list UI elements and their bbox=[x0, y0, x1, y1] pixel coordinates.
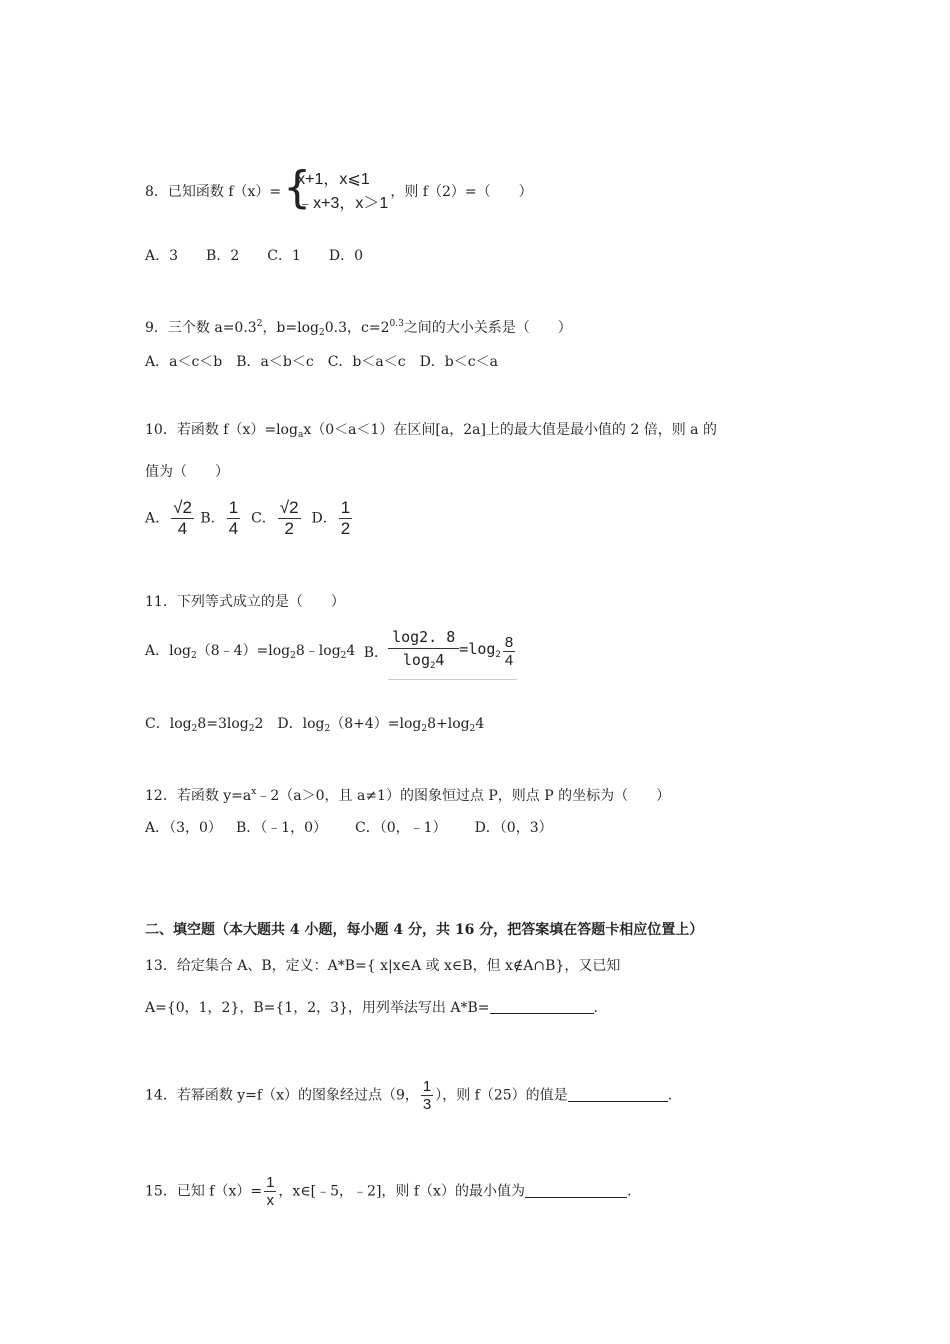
q10-d-den: 2 bbox=[340, 519, 351, 538]
q11-d-3: 8+log bbox=[427, 716, 470, 732]
q15-num: 1 bbox=[266, 1174, 275, 1191]
q9-option-d: D．b＜c＜a bbox=[419, 354, 498, 370]
q11-option-d bbox=[277, 716, 484, 732]
q11-a-3: 8﹣log bbox=[295, 642, 341, 659]
q11-b-den-a: log bbox=[402, 651, 430, 669]
q11-option-b-expression bbox=[388, 626, 517, 680]
q11-b-rhs: =log bbox=[459, 639, 496, 658]
brace-icon: { bbox=[283, 162, 312, 213]
q8-suffix: ，则 f（2）=（ ） bbox=[390, 184, 533, 200]
q14-fraction bbox=[421, 1078, 433, 1113]
q9-options bbox=[145, 352, 498, 372]
q15-fraction bbox=[264, 1174, 276, 1209]
question-9 bbox=[145, 314, 572, 343]
q14-num: 1 bbox=[422, 1078, 432, 1095]
q10-option-a-fraction bbox=[171, 498, 194, 539]
q11-a-2: （8﹣4）=log bbox=[196, 642, 291, 659]
q9-sup-2: 0.3 bbox=[389, 319, 404, 329]
q13-end: . bbox=[593, 1000, 598, 1016]
q9-text-4: 之间的大小关系是（ ） bbox=[403, 320, 572, 336]
q8-case-2: ﹣x+3，x＞1 bbox=[297, 195, 389, 212]
q11-c-1: C．log bbox=[145, 716, 192, 732]
q15-answer-blank[interactable] bbox=[525, 1183, 627, 1198]
q12-option-c: C．（0，﹣1） bbox=[355, 820, 447, 836]
q11-a-sub3: 2 bbox=[340, 650, 347, 661]
question-13-line-2 bbox=[145, 998, 598, 1018]
q10-option-c-label: C． bbox=[251, 510, 276, 527]
q9-option-a: A．a＜c＜b bbox=[145, 354, 223, 370]
q9-text-1: 9．三个数 a=0.3 bbox=[145, 320, 257, 336]
q10-a-den: 4 bbox=[177, 519, 188, 538]
question-11: 11．下列等式成立的是（ ） bbox=[145, 594, 345, 610]
question-15 bbox=[145, 1174, 631, 1209]
question-8 bbox=[145, 162, 533, 216]
q13-answer-blank[interactable] bbox=[490, 999, 594, 1014]
q11-d-4: 4 bbox=[475, 716, 485, 732]
section-2-title: 二、填空题（本大题共 4 小题，每小题 4 分，共 16 分，把答案填在答题卡相应位置上） bbox=[145, 922, 704, 938]
q10-b-den: 4 bbox=[228, 519, 239, 538]
q14-text-1: 14．若幂函数 y=f（x）的图象经过点（9， bbox=[145, 1087, 419, 1104]
q12-text-1: 12．若函数 y=a bbox=[145, 788, 252, 804]
q8-prefix: 8．已知函数 f（x）= bbox=[145, 184, 282, 200]
q11-d-sub3: 2 bbox=[469, 724, 476, 734]
q8-option-d: D．0 bbox=[328, 248, 363, 264]
q12-sup: x bbox=[251, 787, 257, 797]
q11-b-rhs-num: 8 bbox=[504, 634, 514, 651]
q11-option-b-label: B． bbox=[363, 645, 389, 661]
q11-b-den-sub: 2 bbox=[429, 661, 436, 671]
q10-text-2: x（0＜a＜1）在区间[a，2a]上的最大值是最小值的 2 倍，则 a 的 bbox=[303, 422, 717, 438]
q12-option-b: B．（﹣1，0） bbox=[235, 820, 328, 836]
question-13-line-1: 13．给定集合 A、B，定义：A*B={ x|x∈A 或 x∈B，但 x∉A∩B}，又已知 bbox=[145, 958, 621, 974]
q9-text-2: ，b=log bbox=[262, 320, 319, 336]
q9-option-c: C．b＜a＜c bbox=[327, 354, 406, 370]
question-14 bbox=[145, 1078, 672, 1113]
q11-c-sub2: 2 bbox=[248, 724, 255, 734]
q11-b-rhs-sub: 2 bbox=[495, 649, 501, 660]
q11-d-sub2: 2 bbox=[421, 724, 428, 734]
q11-b-num: log2. 8 bbox=[388, 626, 459, 649]
q10-c-num: 2 bbox=[289, 498, 299, 517]
q10-options bbox=[145, 498, 354, 539]
q9-sub-1: 2 bbox=[319, 328, 325, 338]
q11-d-1: D．log bbox=[277, 716, 325, 732]
sqrt-icon bbox=[280, 498, 289, 517]
q9-option-b: B．a＜b＜c bbox=[236, 354, 314, 370]
q12-options bbox=[145, 818, 553, 838]
q11-a-sub1: 2 bbox=[190, 650, 197, 661]
q10-option-d-fraction bbox=[339, 498, 352, 539]
q14-text-2: ），则 f（25）的值是 bbox=[435, 1087, 568, 1104]
q10-c-den: 2 bbox=[284, 519, 294, 538]
q11-a-4: 4 bbox=[346, 642, 356, 659]
q10-line-2: 值为（ ） bbox=[145, 464, 229, 480]
q9-text-3: 0.3，c=2 bbox=[324, 320, 390, 336]
q11-option-c bbox=[145, 716, 263, 732]
q13-text: A={0，1，2}，B={1，2，3}，用列举法写出 A*B= bbox=[145, 1000, 490, 1016]
q11-c-3: 2 bbox=[254, 716, 264, 732]
q11-option-a bbox=[145, 641, 355, 666]
q15-end: . bbox=[626, 1183, 632, 1200]
q11-d-2: （8+4）=log bbox=[330, 716, 422, 732]
q15-den: x bbox=[266, 1192, 274, 1209]
q10-option-a-label: A． bbox=[145, 510, 170, 527]
q11-b-rhs-fraction bbox=[503, 634, 515, 669]
q10-option-b-fraction bbox=[227, 498, 240, 539]
q10-option-c-fraction bbox=[278, 498, 301, 539]
q12-text-2: ﹣2（a＞0，且 a≠1）的图象恒过点 P，则点 P 的坐标为（ ） bbox=[256, 788, 671, 804]
q14-den: 3 bbox=[422, 1096, 432, 1113]
q15-text-1: 15．已知 f（x）= bbox=[145, 1183, 263, 1200]
q8-piecewise bbox=[283, 162, 389, 216]
q11-b-rhs-den: 4 bbox=[504, 652, 514, 669]
q8-option-a: A．3 bbox=[145, 248, 179, 264]
q15-text-2: ，x∈[﹣5，﹣2]，则 f（x）的最小值为 bbox=[278, 1183, 525, 1200]
q8-option-b: B．2 bbox=[206, 248, 240, 264]
q9-sup-1: 2 bbox=[256, 319, 263, 329]
q8-case-1: x+1，x⩽1 bbox=[297, 171, 370, 188]
q10-a-num: 2 bbox=[182, 498, 192, 517]
q11-c-2: 8=3log bbox=[197, 716, 249, 732]
q11-options-cd bbox=[145, 714, 484, 739]
q12-option-d: D．（0，3） bbox=[474, 820, 553, 836]
q14-answer-blank[interactable] bbox=[568, 1087, 668, 1102]
q12-option-a: A．（3，0） bbox=[145, 820, 222, 836]
q8-option-c: C．1 bbox=[267, 248, 301, 264]
q10-option-b-label: B． bbox=[200, 510, 225, 527]
q11-a-1: A．log bbox=[145, 642, 191, 659]
question-10 bbox=[145, 420, 717, 445]
q10-option-d-label: D． bbox=[311, 510, 337, 527]
q14-end: . bbox=[667, 1087, 673, 1104]
q10-b-num: 1 bbox=[228, 498, 239, 517]
q10-sub: a bbox=[297, 430, 304, 440]
q11-d-sub1: 2 bbox=[324, 724, 331, 734]
q10-text-1: 10．若函数 f（x）=log bbox=[145, 422, 298, 438]
q10-d-num: 1 bbox=[340, 498, 351, 517]
q11-options-ab bbox=[145, 626, 517, 680]
q8-options bbox=[145, 246, 363, 266]
q11-c-sub1: 2 bbox=[191, 724, 198, 734]
question-12 bbox=[145, 782, 670, 806]
q11-a-sub2: 2 bbox=[290, 650, 296, 661]
q11-b-den-b: 4 bbox=[435, 651, 445, 669]
